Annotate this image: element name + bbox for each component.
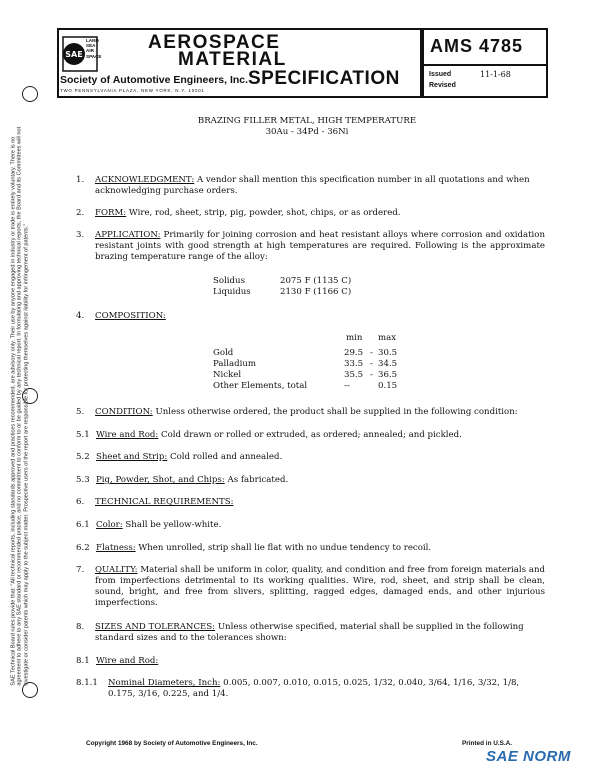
section-7-text: Material shall be uniform in color, quality, and condition and free from foreign materials and from imperfections detrimental to its working qualities. Wire, rod, sheet, and strip shall be clean, sound, bright, and free from slivers, splitting, ragged edges, damaged ends, and other injurious imperfections. bbox=[95, 565, 545, 608]
title-specification: SPECIFICATION bbox=[248, 68, 400, 89]
doc-title-line2: 30Au - 34Pd - 36Ni bbox=[265, 127, 349, 137]
section-1-number: 1. bbox=[76, 175, 85, 185]
copyright-notice: Copyright 1968 by Society of Automotive Engineers, Inc. bbox=[86, 740, 258, 747]
section-7-body bbox=[95, 565, 545, 609]
comp-min: -- bbox=[344, 381, 350, 391]
svg-text:SAE: SAE bbox=[65, 50, 83, 59]
section-8-1-1-number: 8.1.1 bbox=[76, 678, 98, 688]
logo-word-3: AIR bbox=[86, 48, 94, 54]
section-8-1-title: Wire and Rod: bbox=[96, 656, 159, 666]
section-6-2-title: Flatness: bbox=[96, 543, 136, 553]
section-8-1-number: 8.1 bbox=[76, 656, 90, 666]
comp-min: 35.5 bbox=[344, 370, 364, 380]
composition-table bbox=[213, 348, 397, 392]
table-row: Gold 29.5 - 30.5 bbox=[213, 348, 398, 358]
section-1-title: ACKNOWLEDGMENT: bbox=[95, 175, 195, 185]
section-5-body bbox=[95, 407, 545, 418]
logo-caption bbox=[86, 38, 102, 59]
section-4-number: 4. bbox=[76, 311, 85, 321]
comp-max: 34.5 bbox=[378, 359, 398, 369]
logo-word-4: SPACE bbox=[86, 53, 102, 59]
section-5-1-text: Cold drawn or rolled or extruded, as ordered; annealed; and pickled. bbox=[161, 430, 462, 440]
comp-min: 29.5 bbox=[344, 348, 364, 358]
section-7-number: 7. bbox=[76, 565, 85, 575]
section-8-text: Unless otherwise specified, material shall be supplied in the following standard sizes and to the tolerances shown: bbox=[95, 622, 524, 643]
section-6-1-text: Shall be yellow-white. bbox=[125, 520, 222, 530]
section-6-number: 6. bbox=[76, 497, 85, 507]
section-2-body bbox=[95, 208, 545, 219]
section-5-3-title: Pig, Powder, Shot, and Chips: bbox=[96, 475, 225, 485]
logo-word-2: SEA bbox=[86, 43, 96, 49]
section-8-body bbox=[95, 622, 545, 644]
comp-name: Nickel bbox=[213, 370, 242, 380]
comp-max: 0.15 bbox=[378, 381, 398, 391]
section-5-3-number: 5.3 bbox=[76, 475, 90, 485]
comp-header-min: min bbox=[346, 333, 363, 343]
section-5-2-title: Sheet and Strip: bbox=[96, 452, 168, 462]
section-5-1-body bbox=[96, 430, 546, 441]
section-2-text: Wire, rod, sheet, strip, pig, powder, shot, chips, or as ordered. bbox=[128, 208, 401, 218]
section-3-number: 3. bbox=[76, 230, 85, 240]
comp-name: Gold bbox=[213, 348, 234, 358]
society-address: TWO PENNSYLVANIA PLAZA, NEW YORK, N.Y. 10001 bbox=[60, 88, 205, 93]
comp-min: 33.5 bbox=[344, 359, 364, 369]
issued-label: Issued bbox=[429, 71, 452, 78]
section-5-1-title: Wire and Rod: bbox=[96, 430, 159, 440]
section-6-2-text: When unrolled, strip shall lie flat with no undue tendency to recoil. bbox=[138, 543, 432, 553]
comp-name: Other Elements, total bbox=[213, 381, 308, 391]
section-5-2-body bbox=[96, 452, 546, 463]
liquidus-label: Liquidus bbox=[213, 287, 251, 297]
ams-number: AMS 4785 bbox=[430, 36, 524, 56]
section-6-title: TECHNICAL REQUIREMENTS: bbox=[95, 497, 234, 507]
watermark-text: SAE NORM bbox=[486, 748, 571, 765]
section-6-1-number: 6.1 bbox=[76, 520, 90, 530]
comp-name: Palladium bbox=[213, 359, 257, 369]
printed-in: Printed in U.S.A. bbox=[462, 740, 513, 747]
liquidus-value: 2130 F (1166 C) bbox=[280, 287, 352, 297]
society-name: Society of Automotive Engineers, Inc. bbox=[60, 74, 249, 86]
section-1-text: A vendor shall mention this specification number in all quotations and when acknowledging purchase orders. bbox=[95, 175, 530, 196]
section-2-title: FORM: bbox=[95, 208, 127, 218]
section-5-number: 5. bbox=[76, 407, 85, 417]
solidus-value: 2075 F (1135 C) bbox=[280, 276, 352, 286]
solidus-label: Solidus bbox=[213, 276, 246, 286]
sae-norm-watermark bbox=[486, 748, 598, 770]
section-5-text: Unless otherwise ordered, the product shall be supplied in the following condition: bbox=[155, 407, 518, 417]
section-8-number: 8. bbox=[76, 622, 85, 632]
table-row bbox=[213, 381, 397, 392]
section-8-1-1-text: 0.005, 0.007, 0.010, 0.015, 0.025, 1/32, 0.040, 3/64, 1/16, 3/32, 1/8, 0.175, 3/16, 0.225, and 1/4. bbox=[108, 678, 520, 699]
section-5-3-body bbox=[96, 475, 546, 486]
table-row: Palladium 33.5 - 34.5 bbox=[213, 359, 398, 369]
section-5-2-text: Cold rolled and annealed. bbox=[170, 452, 283, 462]
section-8-title: SIZES AND TOLERANCES: bbox=[95, 622, 216, 632]
section-8-1-1-body bbox=[108, 678, 546, 700]
section-5-3-text: As fabricated. bbox=[227, 475, 289, 485]
section-5-1-number: 5.1 bbox=[76, 430, 90, 440]
section-5-title: CONDITION: bbox=[95, 407, 153, 417]
doc-title-line1: BRAZING FILLER METAL, HIGH TEMPERATURE bbox=[197, 116, 417, 126]
punch-hole-top bbox=[22, 86, 38, 102]
section-3-title: APPLICATION: bbox=[95, 230, 161, 240]
section-7-title: QUALITY: bbox=[95, 565, 138, 575]
section-3-text: Primarily for joining corrosion and heat resistant alloys where corrosion and oxidation resistant joints with good strength at high temperatures are required. Following is the approximate brazing temperature range of the alloy: bbox=[95, 230, 545, 262]
table-row: Nickel 35.5 - 36.5 bbox=[213, 370, 398, 380]
section-4-title: COMPOSITION: bbox=[95, 311, 166, 321]
comp-max: 30.5 bbox=[378, 348, 398, 358]
revised-label: Revised bbox=[429, 82, 456, 89]
issued-date: 11-1-68 bbox=[480, 70, 511, 79]
section-5-2-number: 5.2 bbox=[76, 452, 90, 462]
title-aerospace: AEROSPACE bbox=[148, 32, 281, 53]
section-6-2-number: 6.2 bbox=[76, 543, 90, 553]
comp-header-max: max bbox=[378, 333, 397, 343]
section-3-body bbox=[95, 230, 545, 263]
section-6-2-body bbox=[96, 543, 546, 554]
section-1-body bbox=[95, 175, 545, 197]
section-6-1-title: Color: bbox=[96, 520, 123, 530]
logo-word-1: LAND bbox=[86, 38, 99, 43]
section-2-number: 2. bbox=[76, 208, 85, 218]
section-6-1-body bbox=[96, 520, 546, 531]
section-8-1-1-title: Nominal Diameters, Inch: bbox=[108, 678, 221, 688]
ams-divider bbox=[422, 64, 546, 66]
title-material: MATERIAL bbox=[178, 49, 287, 70]
comp-max: 36.5 bbox=[378, 370, 398, 380]
technical-board-disclaimer: SAE Technical Board rules provide that: "All technical reports, including standards approved and practices recommended, are advisory only. Their use by anyone engaged in industry or trade is entirely voluntary. There is no agreement to adhere to any SAE standard or recommended practice, and no commitment to conform to or be guided by any technical report. In formulating and approving technical reports, the Board and its Committees will not investigate or consider patents which may apply to the subject matter. Prospective users of the report are responsible for protecting themselves against liability for infringement of patents." bbox=[10, 126, 30, 686]
